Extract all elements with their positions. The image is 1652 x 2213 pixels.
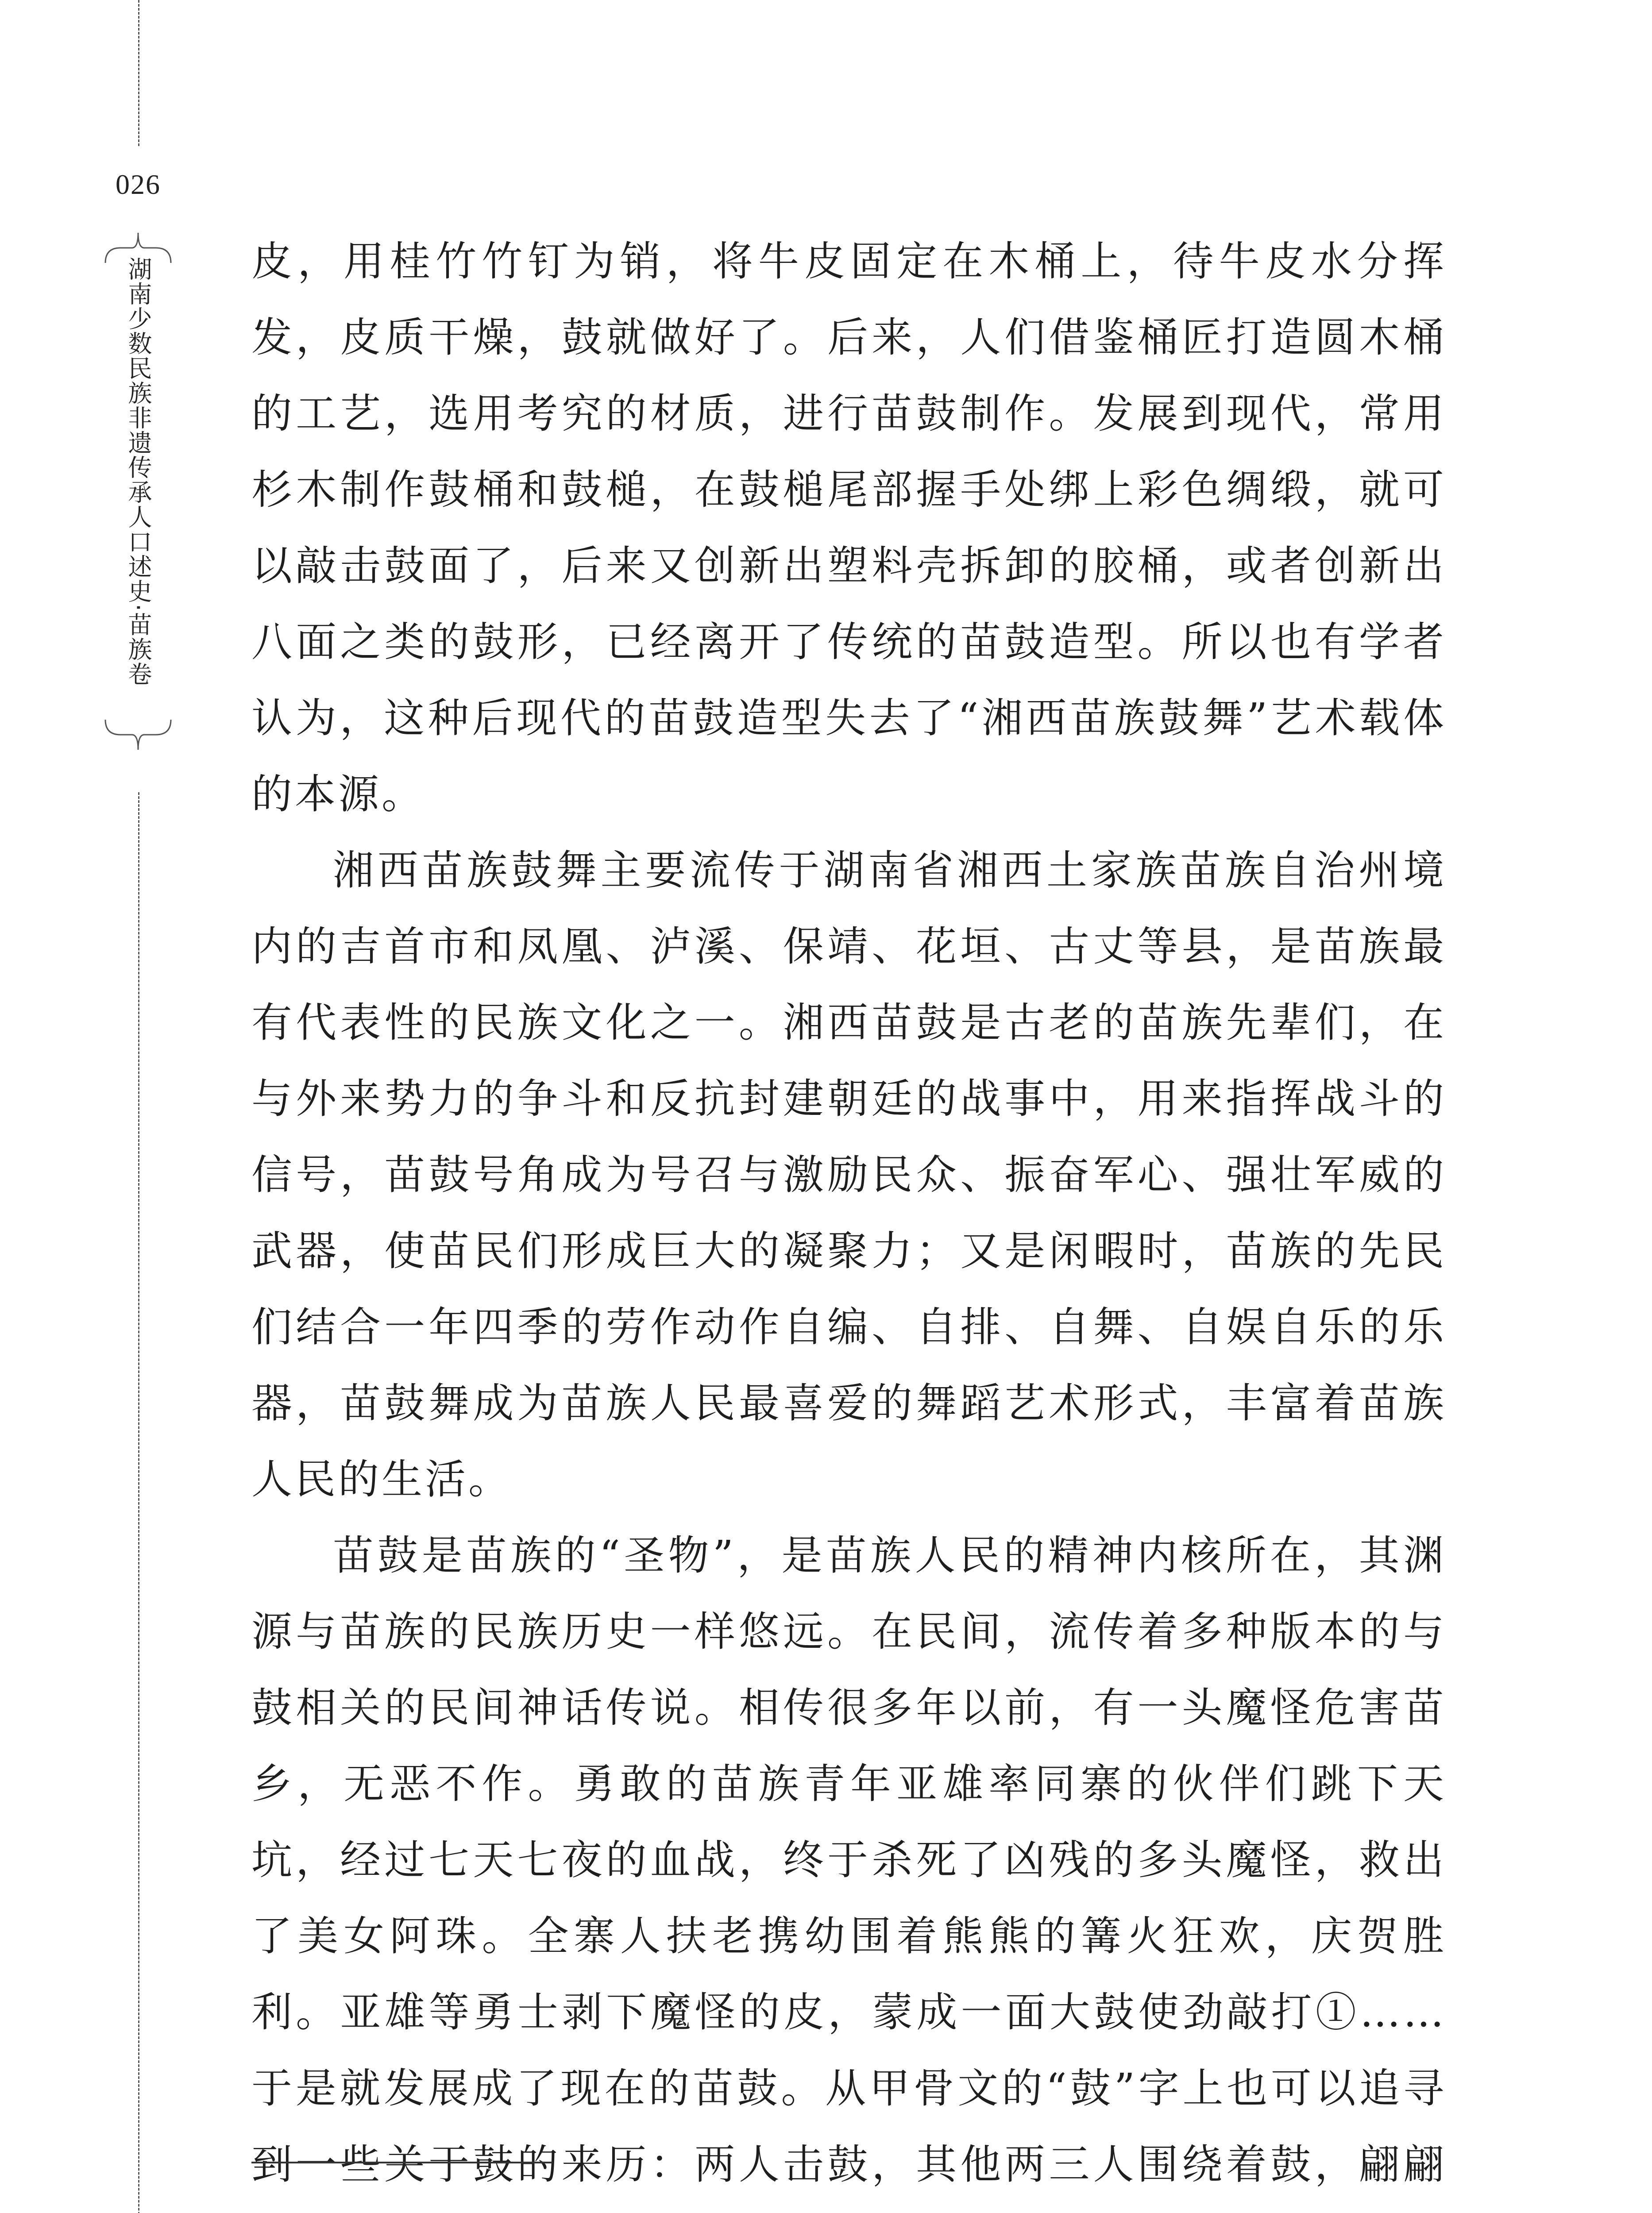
margin-rule-top	[138, 0, 139, 146]
running-head	[103, 230, 174, 752]
paragraph-drum-legend: 苗鼓是苗族的“圣物”，是苗族人民的精神内核所在，其渊源与苗族的民族历史一样悠远。在民间，流传着多种版本的与鼓相关的民间神话传说。相传很多年以前，有一头魔怪危害苗乡，无恶不作。勇敢的苗族青年亚雄率同寨的伙伴们跳下天坑，经过七天七夜的血战，终于杀死了凶残的多头魔怪，救出了美女阿珠。全寨人扶老携幼围着熊熊的篝火狂欢，庆贺胜利。亚雄等勇士剥下魔怪的皮，蒙成一面大鼓使劲敲打①……于是就发展成了现在的苗鼓。从甲骨文的“鼓”字上也可以追寻到一些关于鼓的来历：两人击鼓，其他两三人围绕着鼓，翩翩	[251, 1532, 1447, 2188]
running-head-title: 湖南少数民族非遗传承人口述史·苗族卷	[124, 257, 152, 687]
running-head-bottom-bracket	[103, 717, 174, 752]
page-number: 026	[116, 169, 161, 200]
paragraph-miao-drum-dance-origin: 湘西苗族鼓舞主要流传于湖南省湘西土家族苗族自治州境内的吉首市和凤凰、泸溪、保靖、花垣、古丈等县，是苗族最有代表性的民族文化之一。湘西苗鼓是古老的苗族先辈们，在与外来势力的争斗和反抗封建朝廷的战事中，用来指挥战斗的信号，苗鼓号角成为号召与激励民众、振奋军心、强壮军威的武器，使苗民们形成巨大的凝聚力；又是闲暇时，苗族的先民们结合一年四季的劳作动作自编、自排、自舞、自娱自乐的乐器，苗鼓舞成为苗族人民最喜爱的舞蹈艺术形式，丰富着苗族人民的生活。	[251, 847, 1447, 1503]
paragraph-continued: 皮，用桂竹竹钉为销，将牛皮固定在木桶上，待牛皮水分挥发，皮质干燥，鼓就做好了。后来，人们借鉴桶匠打造圆木桶的工艺，选用考究的材质，进行苗鼓制作。发展到现代，常用杉木制作鼓桶和鼓槌，在鼓槌尾部握手处绑上彩色绸缎，就可以敲击鼓面了，后来又创新出塑料壳拆卸的胶桶，或者创新出八面之类的鼓形，已经离开了传统的苗鼓造型。所以也有学者认为，这种后现代的苗鼓造型失去了“湘西苗族鼓舞”艺术载体的本源。	[251, 238, 1447, 818]
body-text	[251, 224, 1447, 2213]
running-head-title-box	[103, 257, 174, 726]
footnote-divider	[251, 2162, 552, 2163]
margin-rule-bottom	[138, 792, 139, 2213]
